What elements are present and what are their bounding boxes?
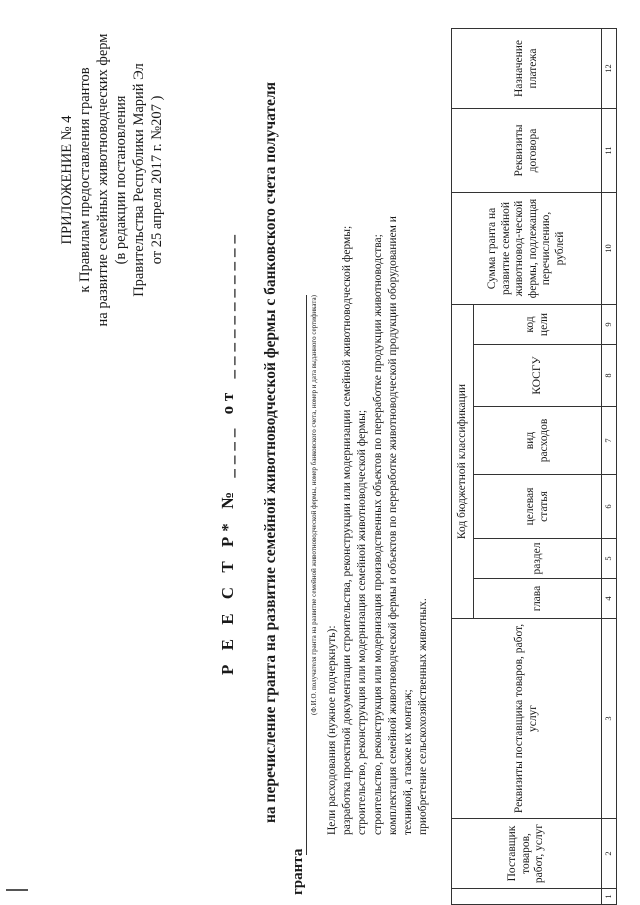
- column-number: 1: [602, 889, 617, 905]
- appendix-line: на развитие семейных животноводческих ферм: [95, 33, 111, 327]
- table-header-chapter: глава: [474, 579, 602, 619]
- appendix-header: [58, 15, 166, 345]
- table-header-budget-code: Код бюджетной классификации: [452, 305, 474, 619]
- purpose-line: разработка проектной документации строительства, реконструкции или модернизации семейной животноводческой фермы;: [341, 225, 354, 835]
- table-header-kosgu: КОСГУ: [474, 345, 602, 407]
- table-header-section: раздел: [474, 539, 602, 579]
- table-header-contract-details: Реквизиты договора: [452, 109, 602, 193]
- appendix-line: от 25 апреля 2017 г. №207 ): [149, 95, 165, 265]
- grant-hint: (Ф.И.О. получателя гранта на развитие семейной животноводческой фермы, номер банковского счета, номер и дата выданного сертификата): [310, 295, 318, 715]
- column-number: 6: [602, 475, 617, 539]
- column-number: 3: [602, 619, 617, 819]
- column-number: 11: [602, 109, 617, 193]
- purpose-line: Цели расходования (нужное подчеркнуть):: [326, 625, 338, 835]
- expense-purposes: [325, 5, 431, 835]
- appendix-line: (в редакции постановления: [113, 95, 129, 265]
- column-number: 9: [602, 305, 617, 345]
- grant-fill-line: [306, 295, 307, 855]
- column-number: 4: [602, 579, 617, 619]
- column-number: 12: [602, 29, 617, 109]
- grant-label: гранта: [290, 848, 306, 895]
- purpose-line: строительство, реконструкция или модернизация семейной животноводческой фермы;: [356, 409, 369, 835]
- register-table: [451, 28, 617, 905]
- table-header-supplier: Поставщик товаров, работ, услуг: [452, 819, 602, 889]
- column-number: 10: [602, 193, 617, 305]
- column-number: 2: [602, 819, 617, 889]
- appendix-line: ПРИЛОЖЕНИЕ № 4: [59, 115, 75, 245]
- table-header-cell: [452, 889, 602, 905]
- purpose-line: строительство, реконструкция или модернизация производственных объектов по переработке продукции животноводства;: [371, 234, 384, 835]
- table-header-target-article: целевая статья: [474, 475, 602, 539]
- appendix-line: к Правилам предоставления грантов: [77, 67, 93, 293]
- purpose-line: комплектация семейной животноводческой фермы и объектов по переработке животноводческой продукции оборудованием и: [386, 216, 399, 835]
- appendix-line: Правительства Республики Марий Эл: [131, 63, 147, 297]
- purpose-line: техникой, а также их монтаж;: [402, 689, 415, 835]
- column-number: 8: [602, 345, 617, 407]
- register-title: Р Е Е С Т Р* № ____ от ___________: [218, 229, 237, 676]
- purpose-line: приобретение сельскохозяйственных животных.: [417, 598, 430, 835]
- table-header-payment-purpose: Назначение платежа: [452, 29, 602, 109]
- register-subtitle: на перечисление гранта на развитие семейной животноводческой фермы с банковского счета получателя: [262, 81, 279, 824]
- column-number: 5: [602, 539, 617, 579]
- table-header-expense-type: вид расходов: [474, 407, 602, 475]
- column-number: 7: [602, 407, 617, 475]
- table-header-purpose-code: код цели: [474, 305, 602, 345]
- table-header-grant-amount: Сумма гранта на развитие семейной животновод-ческой фермы, подлежащая перечислению, рублей: [452, 193, 602, 305]
- table-header-supplier-details: Реквизиты поставщика товаров, работ, услуг: [452, 619, 602, 819]
- scan-mark: [6, 889, 28, 891]
